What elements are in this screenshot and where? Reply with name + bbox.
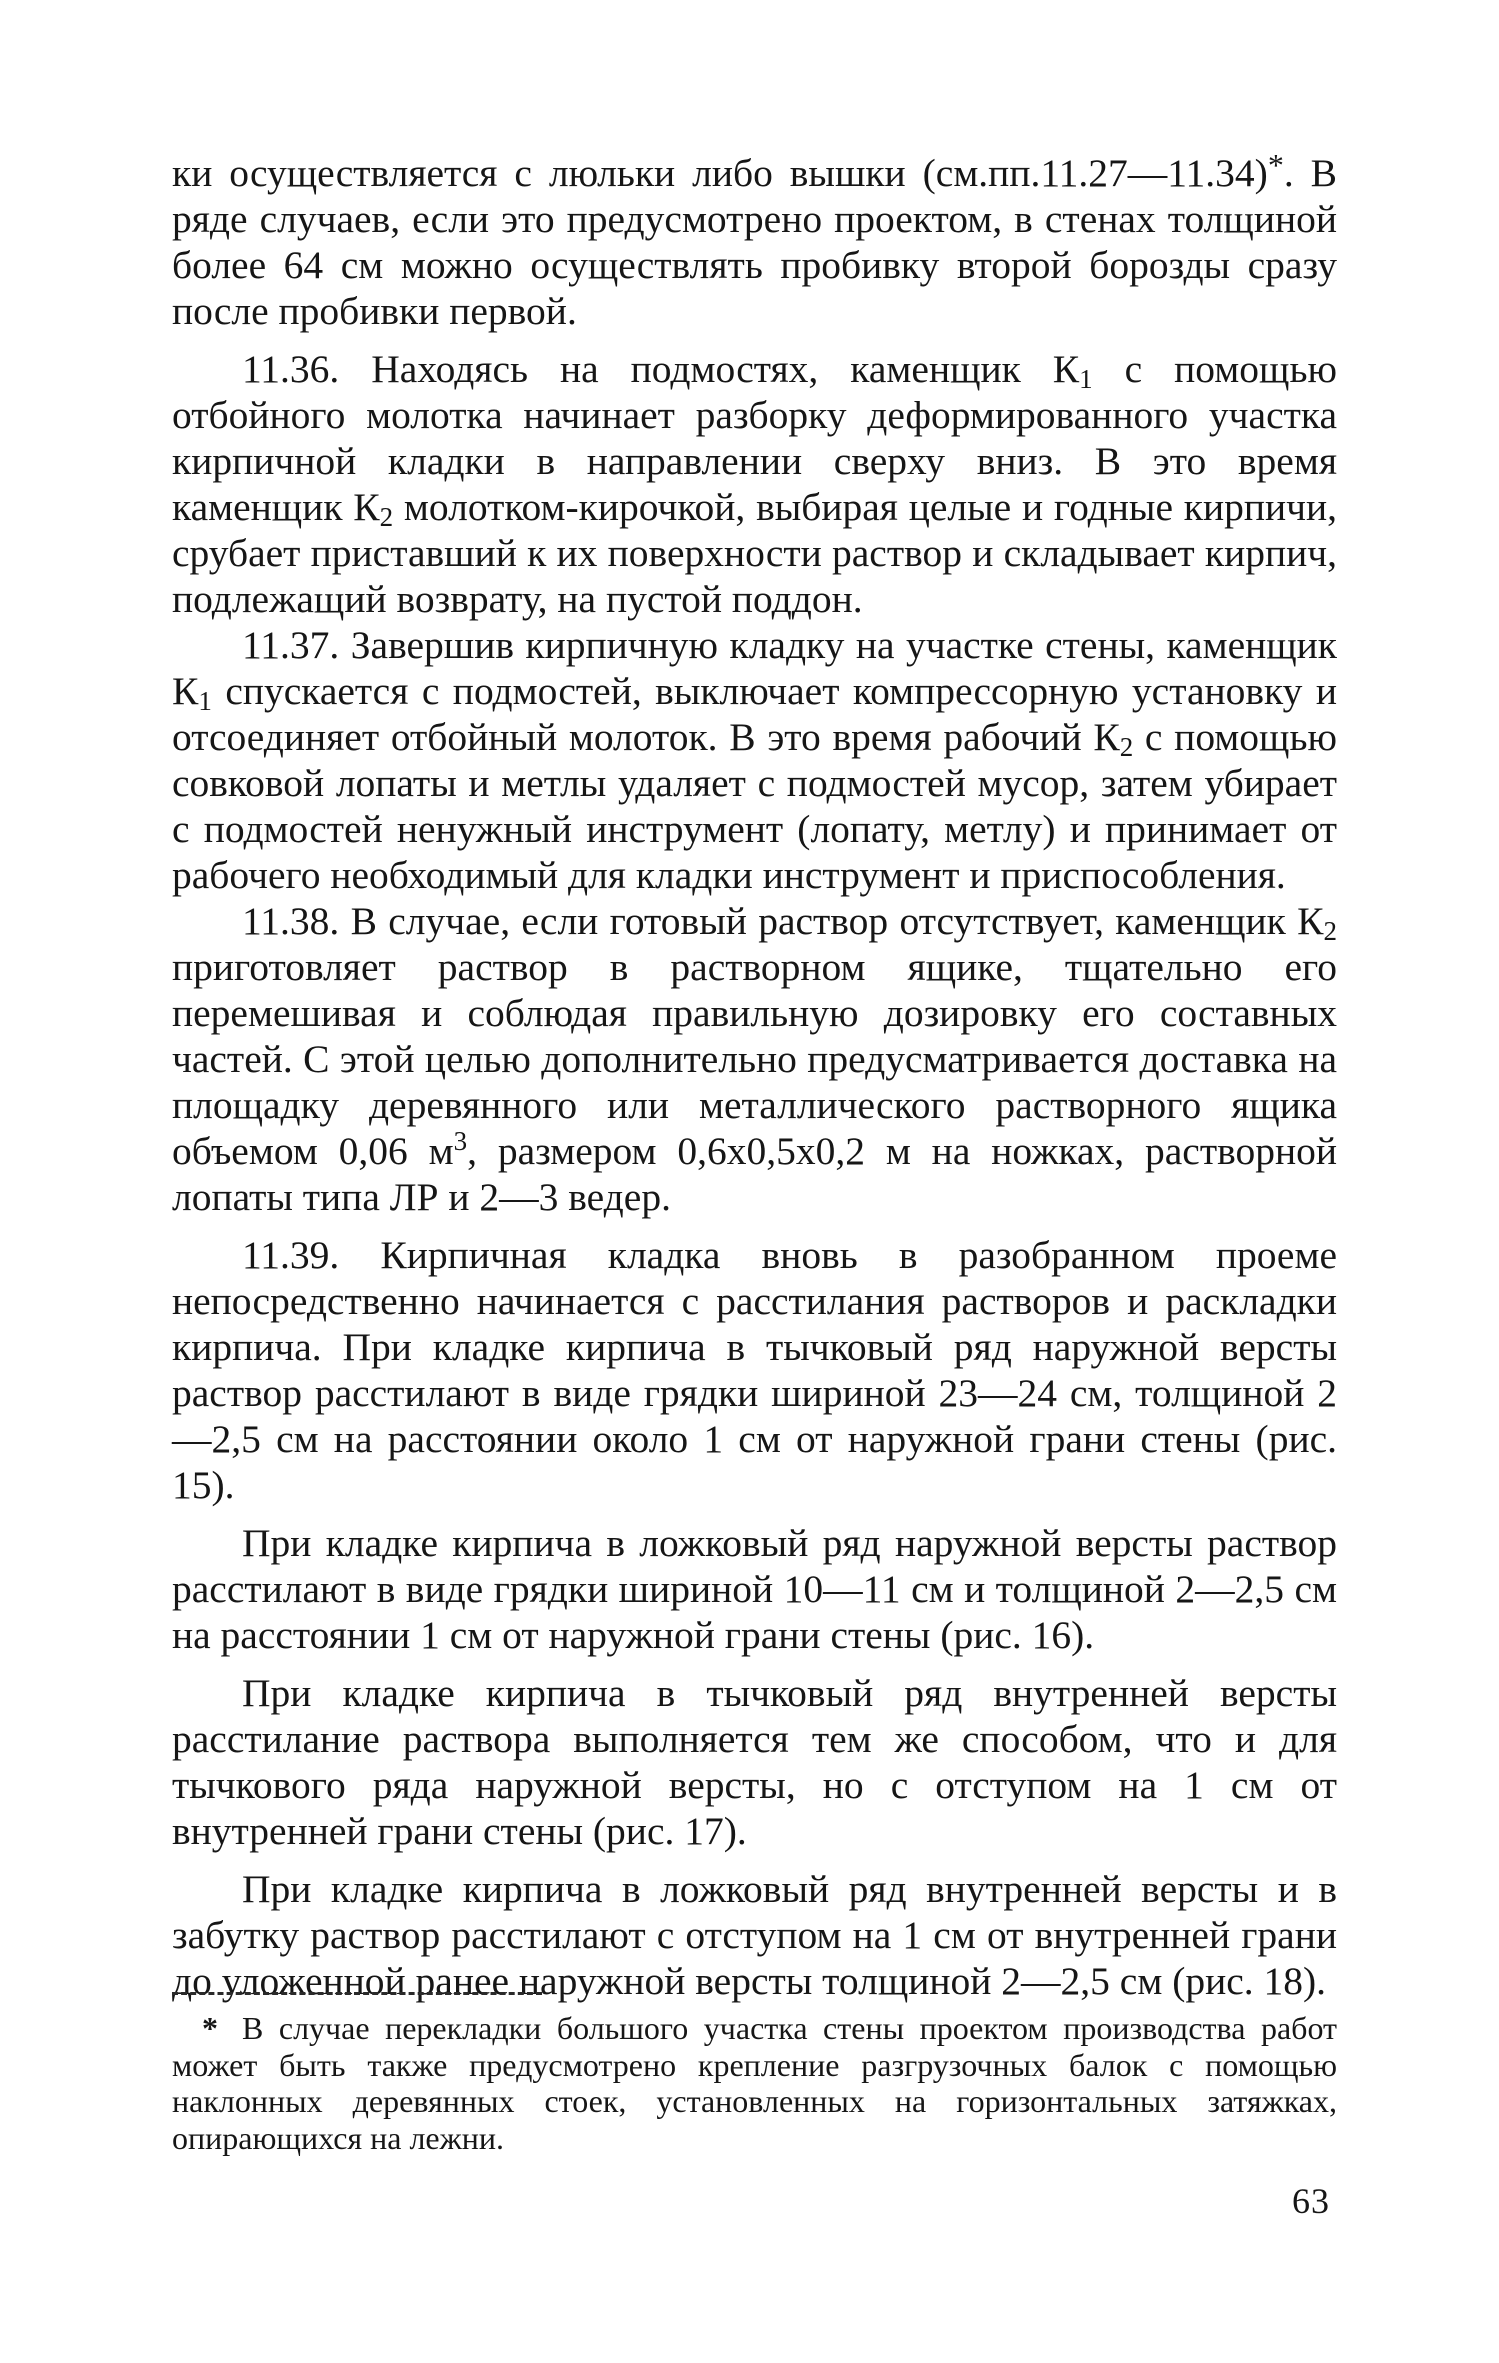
superscript: 3 — [453, 1126, 468, 1156]
paragraph-spoon-inner: При кладке кирпича в ложковый ряд внутренней версты и в забутку раствор расстилают с отступом на 1 см от внутренней грани до уложенной ранее наружной версты толщиной 2—2,5 см (рис. 18). — [172, 1867, 1337, 2003]
paragraph-continuation — [172, 147, 1337, 334]
paragraph-text: Кирпичная кладка вновь в разобранном проеме непосредственно начинается с расстилания растворов и раскладки кирпича. При кладке кирпича в тычковый ряд наружной версты раствор расстилают в виде грядки шириной 23—24 см, толщиной 2—2,5 см на расстоянии около 1 см от наружной грани стены (рис. 15). — [172, 1233, 1337, 1507]
paragraph-11-36 — [172, 346, 1337, 622]
paragraph-text: с помощью отбойного молотка начинает разборку деформированного участка кирпичной кладки в направлении сверху вниз. В это время каменщик К — [172, 347, 1337, 529]
paragraph-11-37 — [172, 622, 1337, 898]
subscript: 2 — [1323, 916, 1337, 946]
paragraph-text: В случае, если готовый раствор отсутствует, каменщик К — [339, 899, 1324, 943]
paragraph-text: спускается с подмостей, выключает компрессорную установку и отсоединяет отбойный молоток. В это время рабочий К — [172, 669, 1337, 759]
paragraph-text: молотком-кирочкой, выбирая целые и годные кирпичи, срубает приставший к их поверхности раствор и складывает кирпич, подлежащий возврату, на пустой поддон. — [172, 485, 1337, 621]
main-text — [172, 147, 1337, 2004]
paragraph-text: с помощью совковой лопаты и метлы удаляет с подмостей мусор, затем убирает с подмостей ненужный инструмент (лопату, метлу) и принимает от рабочего необходимый для кладки инструмент и приспособления. — [172, 715, 1337, 897]
footnote-reference: * — [1267, 147, 1284, 183]
paragraph-number: 11.36. — [242, 347, 340, 391]
footnote-text: В случае перекладки большого участка стены проектом производства работ может быть также предусмотрено крепление разгрузочных балок с помощью наклонных деревянных стоек, установленных на горизонтальных затяжках, опирающихся на лежни. — [172, 2010, 1337, 2156]
paragraph-number: 11.38. — [242, 899, 340, 943]
paragraph-text: Находясь на подмостях, каменщик К — [339, 347, 1080, 391]
paragraph-11-39 — [172, 1232, 1337, 1508]
subscript: 1 — [1079, 364, 1093, 394]
subscript: 2 — [1119, 732, 1134, 762]
paragraph-text: . В ряде случаев, если это предусмотрено проектом, в стенах толщиной более 64 см можно осуществлять пробивку второй борозды сразу после пробивки первой. — [172, 151, 1337, 333]
paragraph-header-inner: При кладке кирпича в тычковый ряд внутренней версты расстилание раствора выполняется тем же способом, что и для тычкового ряда наружной версты, но с отступом на 1 см от внутренней грани стены (рис. 17). — [172, 1671, 1337, 1853]
footnote-paragraph — [172, 2010, 1337, 2156]
paragraph-number: 11.37. — [242, 623, 340, 667]
paragraph-spoon-outer: При кладке кирпича в ложковый ряд наружной версты раствор расстилают в виде грядки шириной 10—11 см и толщиной 2—2,5 см на расстоянии 1 см от наружной грани стены (рис. 16). — [172, 1521, 1337, 1657]
page-number: 63 — [1292, 2181, 1330, 2221]
paragraph-text: Завершив кирпичную кладку на участке стены, каменщик К — [172, 623, 1337, 713]
paragraph-11-38 — [172, 898, 1337, 1220]
footnote — [172, 2010, 1337, 2156]
footnote-separator — [172, 1992, 542, 1995]
paragraph-number: 11.39. — [242, 1233, 340, 1277]
paragraph-text: ки осуществляется с люльки либо вышки (см.пп.11.27—11.34) — [172, 151, 1268, 195]
subscript: 2 — [379, 502, 394, 532]
paragraph-text: приготовляет раствор в растворном ящике, тщательно его перемешивая и соблюдая правильную дозировку его составных частей. С этой целью дополнительно предусматривается доставка на площадку деревянного или металлического растворного ящика объемом 0,06 м — [172, 945, 1337, 1173]
footnote-marker: * — [202, 2010, 218, 2046]
subscript: 1 — [198, 686, 212, 716]
paragraph-text: , размером 0,6х0,5х0,2 м на ножках, растворной лопаты типа ЛР и 2—3 ведер. — [172, 1129, 1337, 1219]
